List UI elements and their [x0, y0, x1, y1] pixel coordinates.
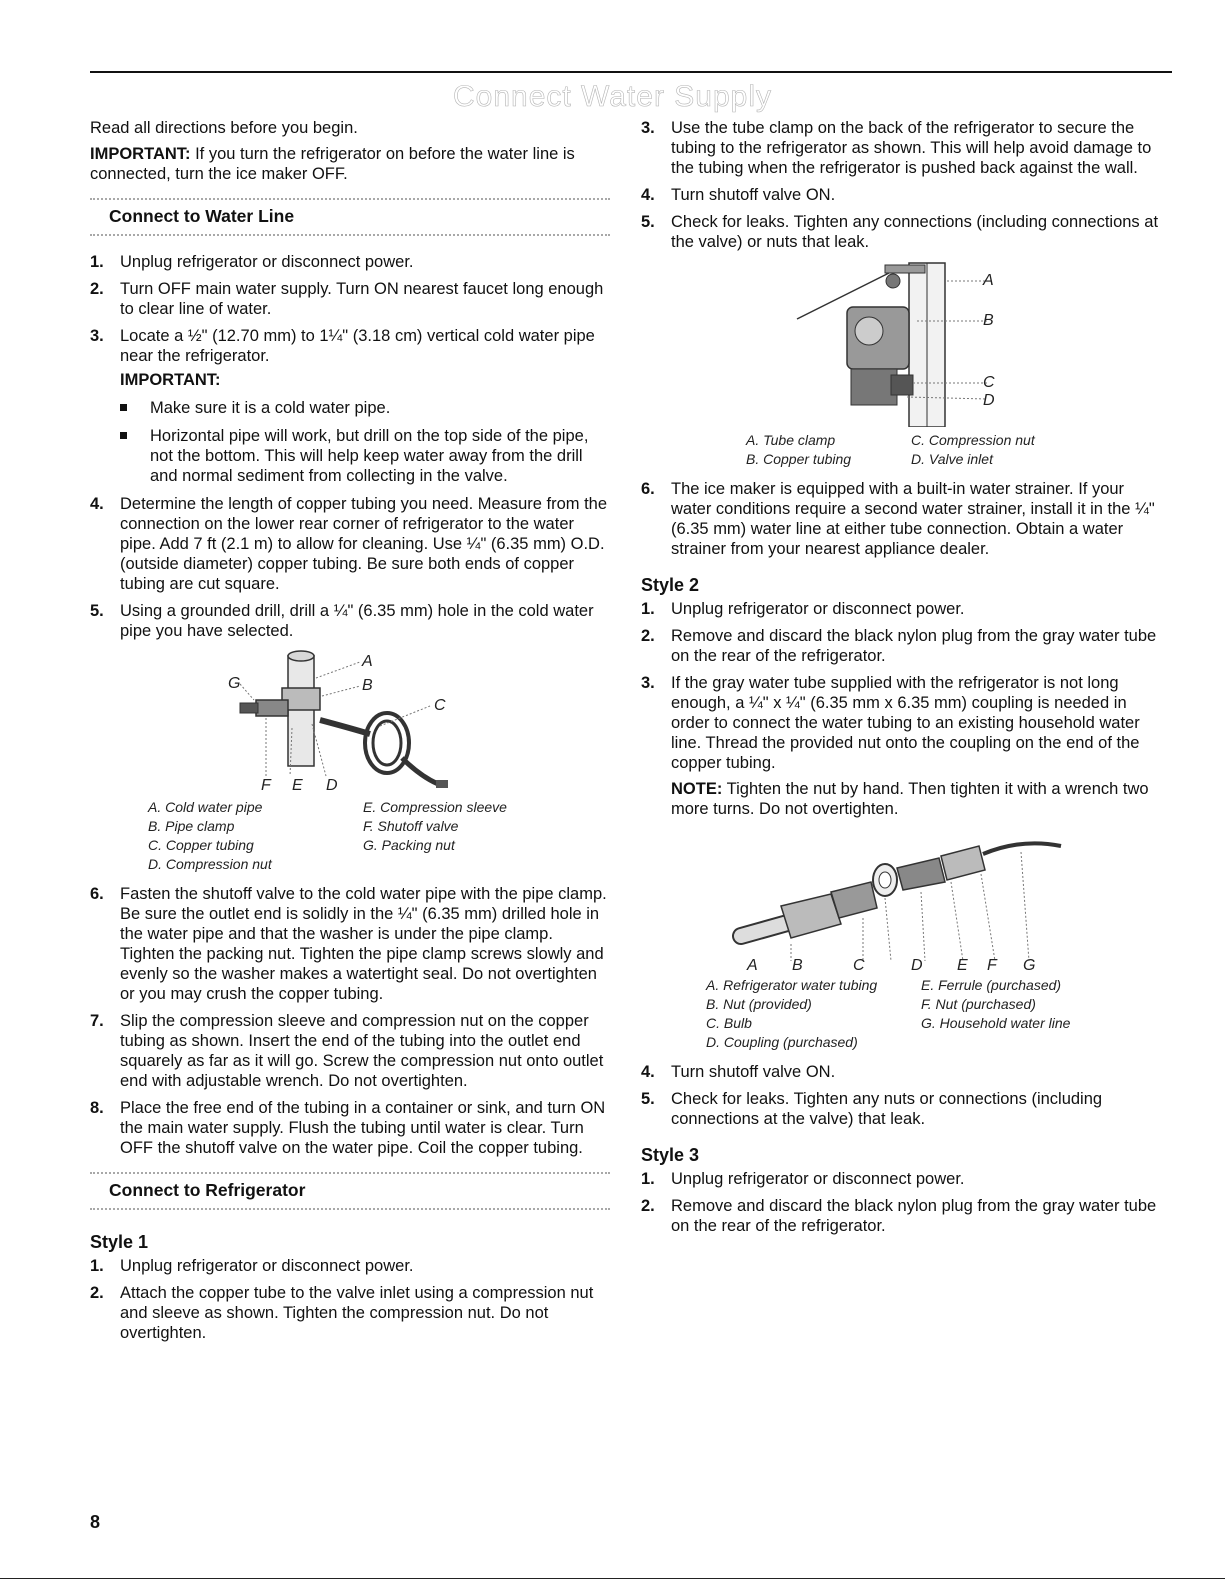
left-column: [90, 118, 610, 1350]
step-text: Remove and discard the black nylon plug from the gray water tube on the rear of the refrigerator.: [671, 1197, 1157, 1235]
style3-steps: [641, 1169, 1161, 1236]
figure-letter: D: [326, 777, 338, 794]
coupling-illustration: [641, 826, 1161, 974]
legend-item: F. Nut (purchased): [921, 996, 1036, 1012]
figure-letter: G: [1023, 957, 1036, 974]
list-item: [641, 1196, 1161, 1236]
figure-shutoff-valve: [90, 648, 610, 796]
figure-letter: E: [957, 957, 968, 974]
figure-letter: B: [792, 957, 803, 974]
step-number: 4.: [90, 495, 104, 513]
list-item: [90, 884, 610, 1004]
step-number: 4.: [641, 1063, 655, 1081]
shutoff-valve-illustration: [90, 648, 610, 796]
figure2-legend: [746, 431, 1066, 469]
step-number: 5.: [641, 213, 655, 231]
step-number: 6.: [641, 480, 655, 498]
list-item: [90, 1098, 610, 1158]
step-text: Place the free end of the tubing in a container or sink, and turn ON the main water supply. Flush the tubing until water is clear. Turn OFF the shutoff valve on the water pipe. Coil the copper tubing.: [120, 1099, 606, 1157]
step-text: Turn shutoff valve ON.: [671, 1063, 836, 1081]
step-text: Fasten the shutoff valve to the cold water pipe with the pipe clamp. Be sure the outlet end is solidly in the ¼" (6.35 mm) drilled hole in the water pipe and that the washer is under the pipe clamp. Tighten the packing nut. Tighten the pipe clamp screws slowly and evenly so the washer makes a watertight seal. Do not overtighten or you may crush the copper tubing.: [120, 885, 607, 1003]
section-heading: Connect to Refrigerator: [109, 1180, 306, 1200]
figure-letter: C: [434, 697, 446, 714]
step-number: 2.: [90, 280, 104, 298]
step-number: 2.: [90, 1284, 104, 1302]
section-heading: Connect to Water Line: [109, 206, 295, 226]
figure-letter: C: [983, 374, 995, 391]
step-number: 8.: [90, 1099, 104, 1117]
bullet-square-icon: [120, 432, 127, 439]
figure-letter: F: [261, 777, 271, 794]
figure-coupling: [641, 826, 1161, 974]
step-text: Unplug refrigerator or disconnect power.: [120, 253, 414, 271]
style2-steps-continued: [641, 1062, 1161, 1129]
bullet-item: [120, 398, 610, 418]
list-item: [90, 601, 610, 641]
style2-note: [671, 779, 1161, 819]
step-text: Check for leaks. Tighten any connections (including connections at the valve) or nuts that leak.: [671, 213, 1159, 251]
legend-item: F. Shutoff valve: [363, 818, 459, 834]
list-item: [641, 185, 1161, 205]
step-number: 2.: [641, 1197, 655, 1215]
water-line-steps: [90, 252, 610, 641]
list-item: [90, 1011, 610, 1091]
legend-item: C. Copper tubing: [148, 837, 254, 853]
list-item: [641, 118, 1161, 178]
bottom-rule: [0, 1578, 1225, 1579]
figure-valve-inlet: [641, 259, 1161, 427]
top-rule: [90, 71, 1172, 73]
step-text: Use the tube clamp on the back of the refrigerator to secure the tubing to the refrigerator as shown. This will help avoid damage to the tubing when the refrigerator is pushed back against the wall.: [671, 119, 1152, 177]
legend-item: D. Valve inlet: [911, 451, 993, 467]
figure-letter: G: [228, 675, 241, 692]
step-number: 4.: [641, 186, 655, 204]
list-item: [641, 626, 1161, 666]
legend-item: A. Cold water pipe: [148, 799, 263, 815]
list-item: [641, 1089, 1161, 1129]
list-item: [90, 1283, 610, 1343]
legend-item: E. Ferrule (purchased): [921, 977, 1062, 993]
step-number: 1.: [641, 600, 655, 618]
legend-item: D. Compression nut: [148, 856, 272, 872]
style2-heading: Style 2: [641, 575, 700, 595]
step3-important-label: IMPORTANT:: [120, 371, 221, 389]
list-item: [90, 326, 610, 486]
legend-item: G. Packing nut: [363, 837, 455, 853]
list-item: [641, 1169, 1161, 1189]
figure-letter: B: [362, 677, 373, 694]
style1-steps: [90, 1256, 610, 1343]
figure-letter: A: [362, 653, 373, 670]
note-text: Tighten the nut by hand. Then tighten it with a wrench two more turns. Do not overtighten.: [671, 780, 1149, 818]
style1-steps-continued: [641, 118, 1161, 252]
note-label: NOTE:: [671, 780, 723, 798]
important-label: IMPORTANT:: [90, 145, 191, 163]
figure-letter: C: [853, 957, 865, 974]
legend-item: B. Pipe clamp: [148, 818, 235, 834]
figure-letter: E: [292, 777, 303, 794]
bullet-text: Make sure it is a cold water pipe.: [150, 399, 391, 417]
section-connect-water-line: [90, 198, 610, 236]
step-text: If the gray water tube supplied with the refrigerator is not long enough, a ¼" x ¼" (6.35 mm x 6.35 mm) coupling is needed in order to connect the water tubing to an existing household water line. Thread the provided nut onto the coupling on the end of the copper tubing.: [671, 674, 1140, 772]
step-number: 5.: [641, 1090, 655, 1108]
step-text: Check for leaks. Tighten any nuts or connections (including connections at the valve) that leak.: [671, 1090, 1103, 1128]
list-item: [90, 252, 610, 272]
section-connect-refrigerator: [90, 1172, 610, 1210]
step-text: Unplug refrigerator or disconnect power.: [671, 1170, 965, 1188]
list-item: [641, 479, 1161, 559]
step-text: Attach the copper tube to the valve inlet using a compression nut and sleeve as shown. Tighten the compression nut. Do not overtighten.: [120, 1284, 594, 1342]
figure-letter: D: [983, 392, 995, 409]
list-item: [90, 1256, 610, 1276]
list-item: [641, 212, 1161, 252]
legend-item: E. Compression sleeve: [363, 799, 507, 815]
legend-item: [363, 855, 568, 874]
legend-item: B. Copper tubing: [746, 451, 852, 467]
right-column: [641, 118, 1161, 1243]
step-text: Unplug refrigerator or disconnect power.: [671, 600, 965, 618]
legend-item: A. Refrigerator water tubing: [706, 977, 878, 993]
bullet-square-icon: [120, 404, 127, 411]
figure1-legend: [148, 798, 568, 874]
legend-item: B. Nut (provided): [706, 996, 812, 1012]
page-title: Connect Water Supply: [452, 80, 773, 113]
bullet-item: [120, 426, 610, 486]
step-text: Unplug refrigerator or disconnect power.: [120, 1257, 414, 1275]
figure-letter: A: [983, 272, 994, 289]
legend-item: A. Tube clamp: [746, 432, 836, 448]
list-item: [641, 599, 1161, 619]
figure-letter: B: [983, 312, 994, 329]
step-number: 3.: [90, 327, 104, 345]
style3-heading: Style 3: [641, 1145, 700, 1165]
legend-item: [921, 1033, 1126, 1052]
legend-item: C. Compression nut: [911, 432, 1035, 448]
style1-steps-final: [641, 479, 1161, 559]
step-number: 1.: [641, 1170, 655, 1188]
step-text: Turn shutoff valve ON.: [671, 186, 836, 204]
step-text: Turn OFF main water supply. Turn ON nearest faucet long enough to clear line of water.: [120, 280, 604, 318]
legend-item: C. Bulb: [706, 1015, 752, 1031]
page-number: 8: [90, 1512, 101, 1532]
step-number: 2.: [641, 627, 655, 645]
important-text: If you turn the refrigerator on before the water line is connected, turn the ice maker OFF.: [90, 145, 575, 183]
figure-letter: A: [747, 957, 758, 974]
valve-inlet-illustration: [641, 259, 1161, 427]
water-line-steps-continued: [90, 884, 610, 1158]
step-text: Locate a ½" (12.70 mm) to 1¼" (3.18 cm) vertical cold water pipe near the refrigerator.: [120, 327, 595, 365]
style2-steps: [641, 599, 1161, 819]
step-number: 1.: [90, 253, 104, 271]
figure3-legend: [706, 976, 1126, 1052]
step-number: 3.: [641, 119, 655, 137]
step-text: Slip the compression sleeve and compression nut on the copper tubing as shown. Insert the end of the tubing into the outlet end squarely as far as it will go. Screw the compression nut onto outlet end with adjustable wrench. Do not overtighten.: [120, 1012, 604, 1090]
legend-item: D. Coupling (purchased): [706, 1034, 858, 1050]
step-number: 7.: [90, 1012, 104, 1030]
step-text: Remove and discard the black nylon plug from the gray water tube on the rear of the refrigerator.: [671, 627, 1157, 665]
step-number: 6.: [90, 885, 104, 903]
figure-letter: F: [987, 957, 997, 974]
figure-letter: D: [911, 957, 923, 974]
step-number: 1.: [90, 1257, 104, 1275]
intro-read-all: Read all directions before you begin.: [90, 119, 358, 137]
step-text: Using a grounded drill, drill a ¼" (6.35 mm) hole in the cold water pipe you have selected.: [120, 602, 594, 640]
list-item: [90, 494, 610, 594]
step-number: 3.: [641, 674, 655, 692]
legend-item: G. Household water line: [921, 1015, 1071, 1031]
intro-important: [90, 144, 610, 184]
step-number: 5.: [90, 602, 104, 620]
step-text: Determine the length of copper tubing you need. Measure from the connection on the lower rear corner of refrigerator to the water pipe. Add 7 ft (2.1 m) to allow for cleaning. Use ¼" (6.35 mm) O.D. (outside diameter) copper tubing. Be sure both ends of copper tubing are cut square.: [120, 495, 608, 593]
list-item: [90, 279, 610, 319]
style1-heading: Style 1: [90, 1232, 149, 1252]
list-item: [641, 673, 1161, 819]
step-text: The ice maker is equipped with a built-in water strainer. If your water conditions require a second water strainer, install it in the ¼" (6.35 mm) water line at either tube connection. Obtain a water strainer from your nearest appliance dealer.: [671, 480, 1155, 558]
list-item: [641, 1062, 1161, 1082]
bullet-text: Horizontal pipe will work, but drill on the top side of the pipe, not the bottom. This will help keep water away from the drill and normal sediment from collecting in the valve.: [150, 427, 589, 485]
